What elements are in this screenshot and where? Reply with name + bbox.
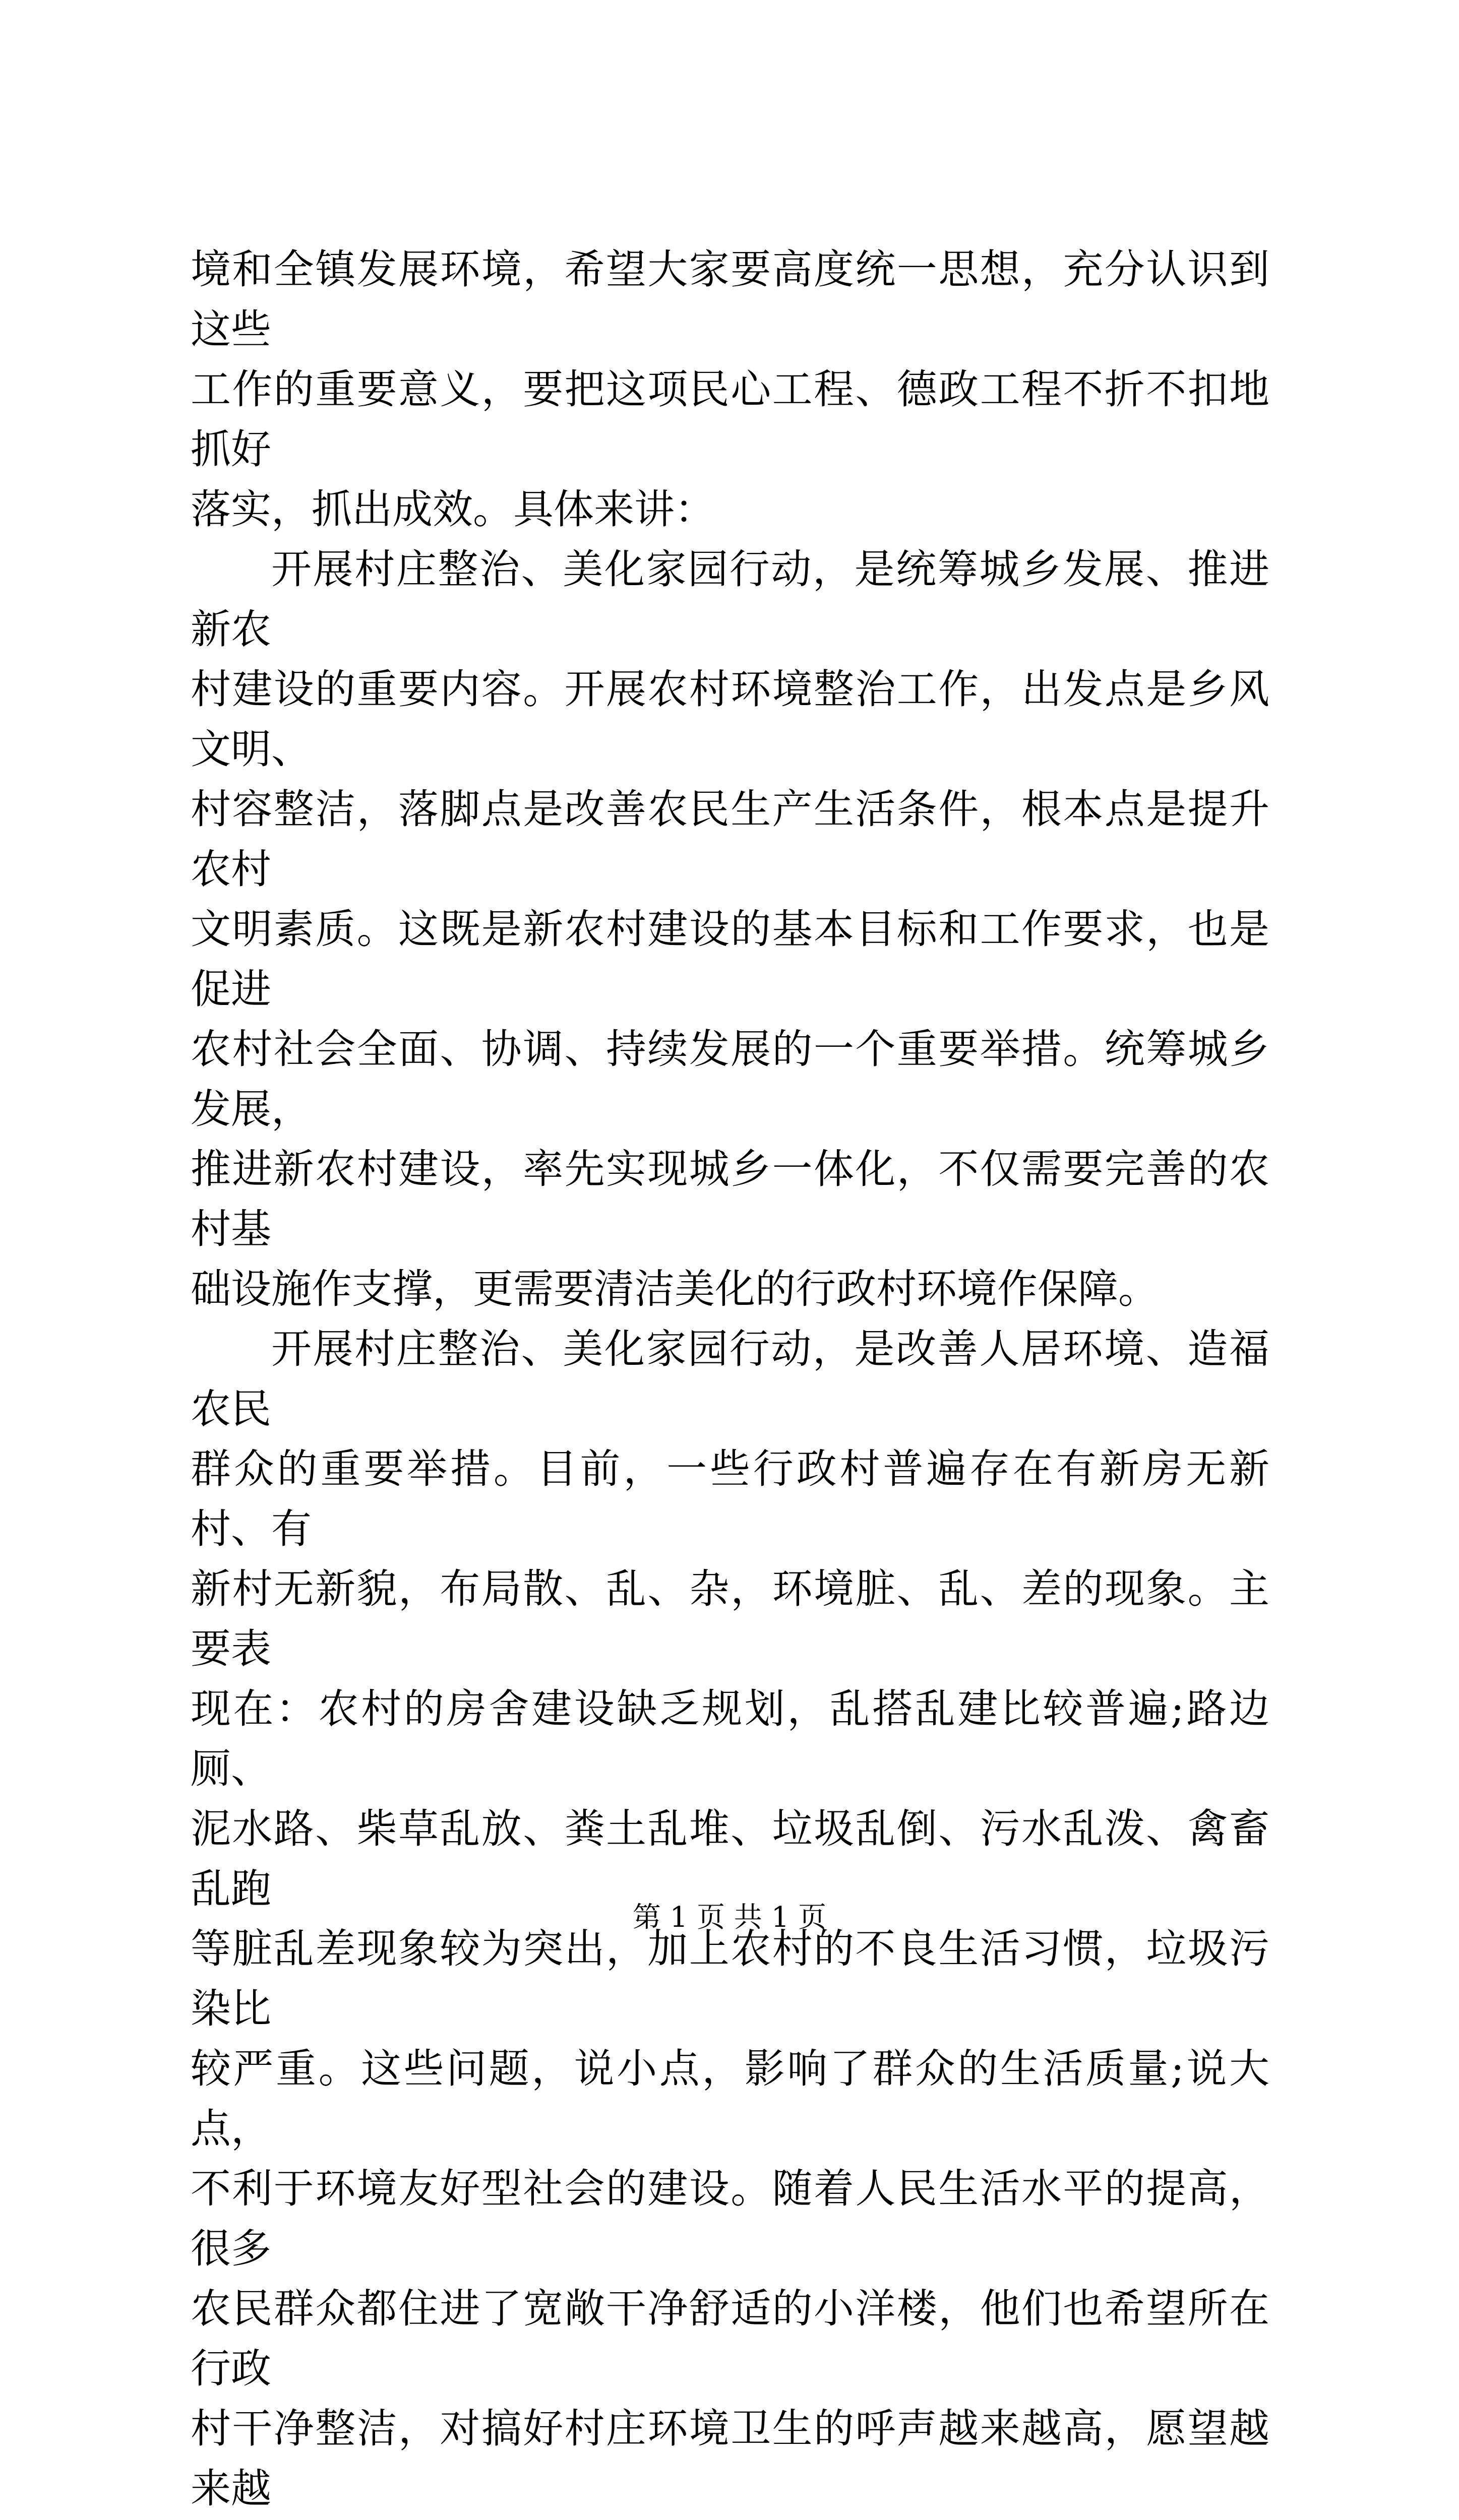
paragraph-3: 开展村庄整治、美化家园行动，是改善人居环境、造福农民 群众的重要举措。目前，一些行政村普遍存在有新房无新村、有 新村无新貌，布局散、乱、杂，环境脏、乱、差的现象。主要表 现在：农村的房舍建设缺乏规划，乱搭乱建比较普遍;路边厕、 泥水路、柴草乱放、粪土乱堆、垃圾乱倒、污水乱泼、禽畜乱跑 等脏乱差现象较为突出，加上农村的不良生活习惯，垃圾污染比 较严重。这些问题，说小点，影响了群众的生活质量;说大点， 不利于环境友好型社会的建设。随着人民生活水平的提高，很多 农民群众都住进了宽敞干净舒适的小洋楼，他们也希望所在行政 村干净整洁，对搞好村庄环境卫生的呼声越来越高，愿望越来越 [191,1326,1269,2512]
paragraph-2: 开展村庄整治、美化家园行动，是统筹城乡发展、推进新农 村建设的重要内容。开展农村环境整治工作，出发点是乡风文明、 村容整洁，落脚点是改善农民生产生活条件，根本点是提升农村 文明素质。这既是新农村建设的基本目标和工作要求，也是促进 农村社会全面、协调、持续发展的一个重要举措。统筹城乡发展， 推进新农村建设，率先实现城乡一体化，不仅需要完善的农村基 础设施作支撑，更需要清洁美化的行政村环境作保障。 [191,546,1269,1312]
page-footer: 第 1 页 共 1 页 [632,1901,827,1934]
document-body [191,239,1269,2520]
paragraph-1: 境和全镇发展环境，希望大家要高度统一思想，充分认识到这些 工作的重要意义，要把这项民心工程、德政工程不折不扣地抓好 落实，抓出成效。具体来讲： [191,246,1269,533]
